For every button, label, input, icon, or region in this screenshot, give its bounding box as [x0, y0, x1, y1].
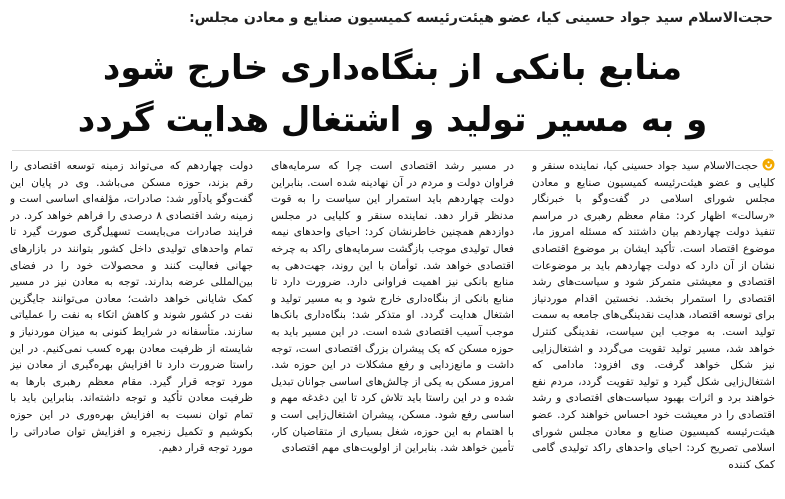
headline-line-1: منابع بانکی از بنگاه‌داری خارج شود [102, 48, 683, 88]
column-2 [271, 158, 514, 494]
headline-line-2: و به مسیر تولید و اشتغال هدایت گردد [77, 100, 708, 140]
divider [12, 150, 773, 151]
column-1 [532, 158, 775, 494]
column-1-body: حجت‌الاسلام سید جواد حسینی کیا، نماینده سنقر و کلیایی و عضو هیئت‌رئیسه کمیسیون صنایع و معادن مجلس شورای اسلامی در گفت‌وگو با خبرنگار «رسالت» اظهار کرد: مقام معظم رهبری در مراسم تنفیذ دولت چهاردهم بیان داشتند که مسئله امروز ما، موضوع اقتصاد است. تأکید ایشان بر موضوع اقتصادی نشان از آن دارد که دولت چهاردهم باید بر موضوعات اقتصادی و معیشتی متمرکز شود و سیاست‌های رشد اقتصادی را استمرار بخشد. نخستین اقدام موردنیاز برای توسعه اقتصاد، هدایت نقدینگی‌های جامعه به سمت تولید است. به موجب این سیاست، نقدینگی کنترل خواهد شد، مسیر تولید تقویت می‌گردد و اشتغال‌زایی نیز شکل خواهد گرفت. وی افزود: مادامی که اشتغال‌زایی شکل گیرد و تولید تقویت گردد، مردم نفع خواهند برد و اثرات بهبود سیاست‌های اقتصادی و رشد اقتصادی را در معیشت خود احساس خواهند کرد. عضو هیئت‌رئیسه کمیسیون صنایع و معادن مجلس شورای اسلامی تصریح کرد: احیای واحدهای راکد تولیدی گامی کمک کننده [532, 160, 775, 471]
column-1-text [532, 158, 775, 473]
logo-mark-icon [762, 158, 775, 171]
column-3 [10, 158, 253, 494]
column-3-text: دولت چهاردهم که می‌تواند زمینه توسعه اقتصادی را رقم بزند، حوزه مسکن می‌باشد. وی در پایان این گفت‌وگو یادآور شد: صادرات، مؤلفه‌ای اساسی است و زمینه رشد اقتصادی ۸ درصدی را فراهم خواهد کرد. در فرایند صادرات می‌بایست تسهیل‌گری صورت گیرد تا تمام واحدهای تولیدی داخل کشور بتوانند در بازارهای جهانی فعالیت کنند و محصولات خود را در فضای بین‌المللی عرضه بدارند. توجه به معادن نیز در مسیر کمک شایانی خواهد داشت؛ معادن می‌توانند جایگزین نفت در کشور شوند و کاهش اتکاء به نفت را عملیاتی سازند. متأسفانه در شرایط کنونی به میزان موردنیاز و شایسته از ظرفیت معادن بهره کسب نمی‌کنیم. در این راستا ضرورت دارد تا افزایش بهره‌گیری از معادن نیز مورد توجه قرار گیرد. مقام معظم رهبری بارها به ظرفیت معادن تأکید و توجه داشته‌اند. بنابراین باید با تمام توان نسبت به افزایش بهره‌وری در این حوزه بکوشیم و تکمیل زنجیره و افزایش توان صادراتی را مورد توجه قرار دهیم. [10, 160, 253, 455]
article-body [10, 158, 775, 494]
column-2-text: در مسیر رشد اقتصادی است چرا که سرمایه‌های فراوان دولت و مردم در آن نهادینه شده است. بنابراین دولت چهاردهم باید استمرار این سیاست را به قوت مدنظر قرار دهد. نماینده سنقر و کلیایی در مجلس دوازدهم همچنین خاطرنشان کرد: احیای واحدهای نیمه فعال تولیدی موجب بازگشت سرمایه‌های راکد به چرخه اقتصادی خواهد شد. تو‌أمان با این روند، جهت‌دهی به منابع بانکی نیز اهمیت فراوانی دارد. ضرورت دارد تا منابع بانکی از بنگاه‌داری خارج شود و به مسیر تولید و اشتغال هدایت گردد. او متذکر شد: بنگاه‌داری بانک‌ها موجب آسیب اقتصادی شده است. در این مسیر باید به حوزه مسکن که یک پیشران بزرگ اقتصادی است، توجه داشت و مانع‌زدایی و رفع مشکلات در این حوزه شد. امروز مسکن به یکی از چالش‌های اساسی جوانان تبدیل شده و در این راستا باید تلاش کرد تا این دغدغه مهم و اساسی رفع شود. مسکن، پیشران اشتغال‌زایی است و با اهتمام به این حوزه، شغل بسیاری از متقاضیان کار، تأمین خواهد شد. بنابراین از اولویت‌های مهم اقتصادی [271, 160, 514, 455]
article-kicker: حجت‌الاسلام سید جواد حسینی کیا، عضو هیئت‌رئیسه کمیسیون صنایع و معادن مجلس: [189, 10, 773, 26]
